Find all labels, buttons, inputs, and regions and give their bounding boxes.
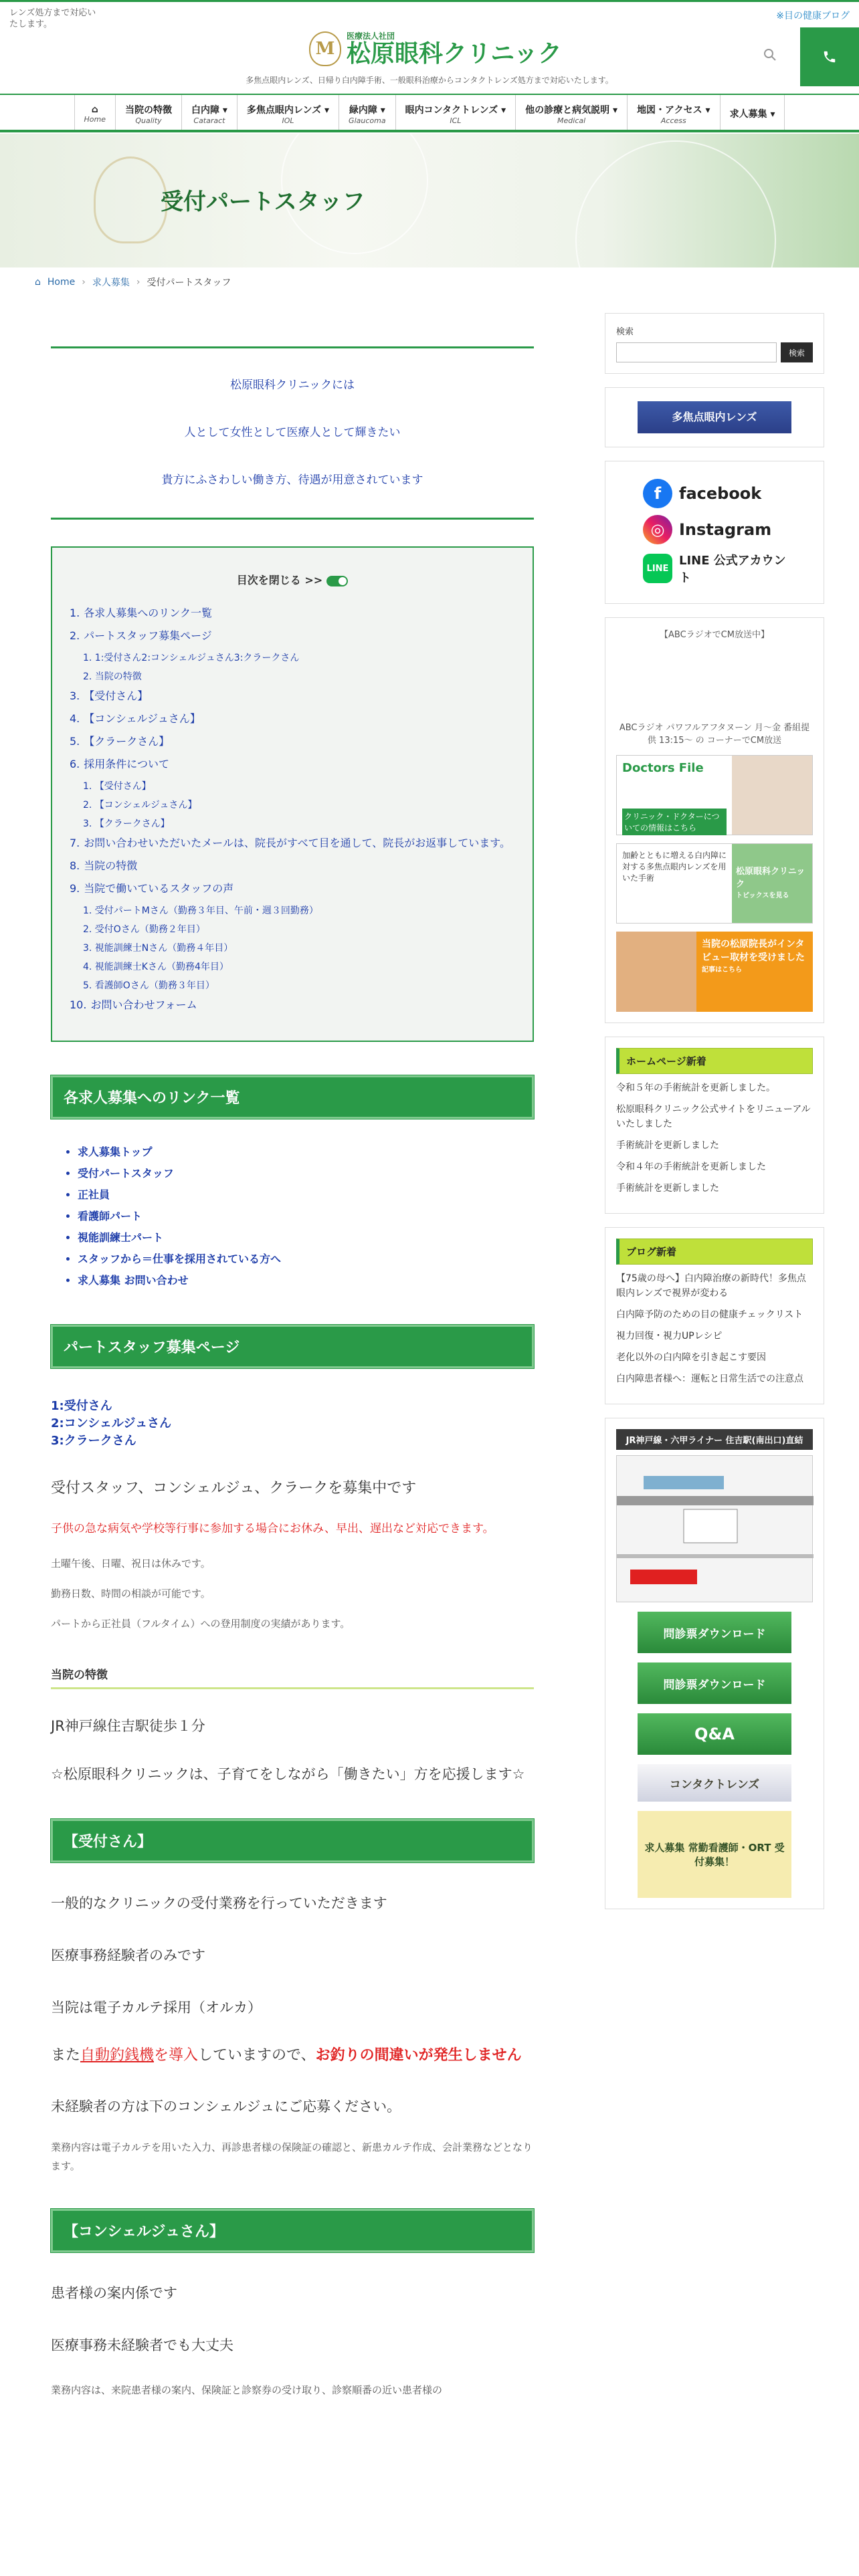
hero-ornament xyxy=(575,140,776,267)
table-of-contents xyxy=(51,546,534,1042)
toc-subitem[interactable]: 1. 1:受付さん2:コンシェルジュさん3:クラークさん xyxy=(83,653,300,663)
toc-toggle[interactable]: 目次を閉じる >> xyxy=(70,572,515,587)
body-text: 当院は電子カルテ採用（オルカ） xyxy=(51,2000,262,2016)
toc-item[interactable]: 8. 当院の特徴 xyxy=(70,859,138,872)
home-icon: ⌂ xyxy=(35,277,41,288)
list-item[interactable]: • スタッフから＝仕事を採用されている方へ xyxy=(78,1249,534,1270)
breadcrumb-parent[interactable]: 求人募集 xyxy=(92,278,130,288)
page-title: 受付パートスタッフ xyxy=(161,189,365,215)
home-icon: ⌂ xyxy=(91,104,98,115)
doctors-file-banner[interactable]: Doctors File クリニック・ドクターについての情報はこちら xyxy=(616,755,813,835)
subsection-heading: 当院の特徴 xyxy=(51,1665,534,1689)
toc-item[interactable]: 7. お問い合わせいただいたメールは、院長がすべて目を通して、院長がお返事しています。 xyxy=(70,837,511,849)
body-text: 勤務日数、時間の相談が可能です。 xyxy=(51,1588,211,1600)
section-heading: 【コンシェルジュさん】 xyxy=(51,2209,534,2252)
body-text: 土曜午後、日曜、祝日は休みです。 xyxy=(51,1558,211,1570)
radio-title: 【ABCラジオでCM放送中】 xyxy=(660,630,769,640)
nav-cataract[interactable] xyxy=(181,95,237,130)
toc-subitem[interactable]: 2. 【コンシェルジュさん】 xyxy=(83,800,197,811)
chevron-down-icon: ▾ xyxy=(770,109,775,120)
social-widget xyxy=(605,461,824,604)
page-hero xyxy=(0,134,859,267)
sidebar xyxy=(605,313,824,1923)
intro-line: 人として女性として医療人として輝きたい xyxy=(184,426,401,439)
toc-subitem[interactable]: 2. 受付Oさん（勤務２年目） xyxy=(83,924,205,935)
toc-item[interactable]: 10. お問い合わせフォーム xyxy=(70,998,197,1011)
chevron-down-icon: ▾ xyxy=(501,104,506,116)
doctors-file-topic-banner[interactable]: 加齢とともに増える白内障に対する多焦点眼内レンズを用いた手術 松原眼科クリニック トピックスを見る xyxy=(616,843,813,924)
doctor-photo xyxy=(732,756,812,835)
nav-home[interactable] xyxy=(74,95,115,130)
nav-label: 白内障 ▾ xyxy=(191,104,227,116)
news-item[interactable]: 令和５年の手術統計を更新しました。 xyxy=(616,1083,775,1093)
section-heading: 【受付さん】 xyxy=(51,1819,534,1862)
faq-button[interactable]: Q&A xyxy=(638,1713,791,1755)
breadcrumb-separator: › xyxy=(136,277,140,288)
nav-sublabel: Quality xyxy=(135,116,162,125)
breadcrumb xyxy=(35,276,231,289)
nav-sublabel: ICL xyxy=(450,116,462,125)
interview-photo xyxy=(616,932,696,1012)
highlight-note: 子供の急な病気や学校等行事に参加する場合にお休み、早出、遅出など対応できます。 xyxy=(51,1522,494,1535)
section-heading: 各求人募集へのリンク一覧 xyxy=(51,1075,534,1119)
search-label: 検索 xyxy=(616,327,634,337)
body-text: パートから正社員（フルタイム）への登用制度の実績があります。 xyxy=(51,1618,351,1630)
chevron-down-icon: ▾ xyxy=(705,104,710,116)
breadcrumb-current: 受付パートスタッフ xyxy=(147,278,231,288)
chevron-down-icon: ▾ xyxy=(324,104,330,116)
blog-heading: ブログ新着 xyxy=(616,1239,813,1265)
toc-subitem[interactable]: 3. 視能訓練士Nさん（勤務４年目） xyxy=(83,943,233,954)
line-link[interactable]: LINE LINE 公式アカウント xyxy=(616,551,813,586)
toc-subitem[interactable]: 4. 視能訓練士Kさん（勤務4年目） xyxy=(83,962,229,972)
nav-label: 地図・アクセス ▾ xyxy=(637,104,710,116)
instagram-icon: ◎ xyxy=(643,515,672,544)
recruit-links-list xyxy=(78,1142,534,1291)
role-list xyxy=(51,1398,534,1450)
news-item[interactable]: 手術統計を更新しました xyxy=(616,1183,719,1194)
nav-sublabel: Cataract xyxy=(193,116,225,125)
blog-item[interactable]: 白内障患者様へ：運転と日常生活での注意点 xyxy=(616,1374,803,1384)
nav-sublabel: Access xyxy=(660,116,686,125)
radio-body: ABCラジオ パワフルアフタヌーン 月〜金 番組提供 13:15〜 の コーナーでCM放送 xyxy=(619,723,810,746)
toc-item[interactable]: 1. 各求人募集へのリンク一覧 xyxy=(70,607,212,619)
body-text: 医療事務未経験者でも大丈夫 xyxy=(51,2337,233,2353)
intro-line: 貴方にふさわしい働き方、待遇が用意されています xyxy=(161,473,423,487)
nav-sublabel: IOL xyxy=(282,116,294,125)
inline-link[interactable]: 自動釣銭機 xyxy=(80,2047,155,2064)
search-input[interactable] xyxy=(616,342,777,362)
download-questionnaire-pdf-button[interactable]: 問診票ダウンロード xyxy=(638,1612,791,1653)
header-note: レンズ処方まで対応いたします。 xyxy=(9,8,96,29)
blog-widget xyxy=(605,1227,824,1404)
contact-lens-button[interactable]: コンタクトレンズ xyxy=(638,1764,791,1802)
chevron-down-icon: ▾ xyxy=(222,104,227,116)
nav-label: 緑内障 ▾ xyxy=(349,104,385,116)
toc-subitem[interactable]: 2. 当院の特徴 xyxy=(83,671,142,682)
toc-item[interactable]: 3. 【受付さん】 xyxy=(70,689,149,702)
search-button[interactable]: 検索 xyxy=(781,342,813,362)
news-item[interactable]: 手術統計を更新しました xyxy=(616,1140,719,1151)
toc-subitem[interactable]: 1. 【受付さん】 xyxy=(83,781,151,792)
logo-name: 松原眼科クリニック xyxy=(347,40,562,68)
blog-item[interactable]: 老化以外の白内障を引き起こす要因 xyxy=(616,1352,766,1363)
logo-subtitle: 医療法人社団 xyxy=(347,31,395,41)
news-item[interactable]: 令和４年の手術統計を更新しました xyxy=(616,1162,766,1172)
mynavi-banner[interactable]: 当院の松原院長がインタビュー取材を受けました 記事はこちら xyxy=(616,932,813,1012)
body-text: 未経験者の方は下のコンシェルジュにご応募ください。 xyxy=(51,2099,401,2115)
breadcrumb-home[interactable]: Home xyxy=(47,277,76,288)
role-item: 3:クラークさん xyxy=(51,1434,136,1448)
line-icon: LINE xyxy=(643,554,672,583)
download-questionnaire-word-button[interactable]: 問診票ダウンロード xyxy=(638,1662,791,1704)
body-text: 業務内容は電子カルテを用いた入力、再診患者様の保険証の確認と、新患カルテ作成、会計業務などとなります。 xyxy=(51,2141,533,2172)
list-item[interactable]: • 求人募集 お問い合わせ xyxy=(78,1270,534,1291)
blog-item[interactable]: 白内障予防のための目の健康チェックリスト xyxy=(616,1309,803,1320)
body-text: 患者様の案内係です xyxy=(51,2285,177,2301)
body-text: JR神戸線住吉駅徒歩１分 xyxy=(51,1718,205,1734)
phone-button[interactable] xyxy=(800,27,859,86)
blog-item[interactable]: 【75歳の母へ】白内障治療の新時代！多焦点眼内レンズで視界が変わる xyxy=(616,1273,806,1299)
breadcrumb-separator: › xyxy=(82,277,86,288)
logo-emblem-icon: M xyxy=(309,31,341,66)
toc-item[interactable]: 6. 採用条件について xyxy=(70,758,169,770)
access-map[interactable] xyxy=(616,1455,813,1602)
search-icon[interactable] xyxy=(763,47,777,62)
nav-label: 当院の特徴 xyxy=(125,104,172,116)
nav-medical[interactable] xyxy=(515,95,627,130)
map-title: JR神戸線・六甲ライナー 住吉駅(南出口)直結 xyxy=(616,1429,813,1450)
section-heading: パートスタッフ募集ページ xyxy=(51,1325,534,1368)
phone-icon xyxy=(822,49,837,64)
chevron-down-icon: ▾ xyxy=(380,104,385,116)
list-item[interactable]: • 求人募集トップ xyxy=(78,1142,534,1163)
toggle-switch-icon xyxy=(326,576,348,586)
nav-label: 求人募集 ▾ xyxy=(729,109,775,120)
toc-list xyxy=(70,606,515,1012)
toc-subitem[interactable]: 3. 【クラークさん】 xyxy=(83,819,170,829)
site-tagline: 多焦点眼内レンズ、日帰り白内障手術、一般眼科治療からコンタクトレンズ処方まで対応いたします。 xyxy=(246,76,613,85)
toc-item[interactable]: 9. 当院で働いているスタッフの声 xyxy=(70,882,234,895)
toc-subitem[interactable]: 5. 看護師Oさん（勤務３年目） xyxy=(83,980,215,991)
role-item: 1:受付さん xyxy=(51,1399,112,1413)
iol-banner[interactable]: 多焦点眼内レンズ xyxy=(638,401,791,433)
news-widget xyxy=(605,1037,824,1214)
list-item[interactable]: • 看護師パート xyxy=(78,1206,534,1227)
role-item: 2:コンシェルジュさん xyxy=(51,1416,172,1430)
recruit-banner[interactable]: 求人募集 常勤看護師・ORT 受付募集！ xyxy=(638,1811,791,1898)
search-widget xyxy=(605,313,824,374)
nav-sublabel: Glaucoma xyxy=(349,116,386,125)
intro-block xyxy=(51,346,534,520)
nav-glaucoma[interactable] xyxy=(339,95,395,130)
main-nav xyxy=(0,94,859,132)
toc-item[interactable]: 4. 【コンシェルジュさん】 xyxy=(70,712,201,725)
links-widget xyxy=(605,1418,824,1909)
body-text: ☆松原眼科クリニックは、子育てをしながら「働きたい」方を応援します☆ xyxy=(51,1766,525,1782)
facebook-link[interactable]: f facebook xyxy=(616,479,813,508)
news-heading: ホームページ新着 xyxy=(616,1048,813,1074)
site-logo[interactable] xyxy=(309,30,562,67)
blog-item[interactable]: 視力回復・視力UPレシピ xyxy=(616,1331,723,1341)
instagram-link[interactable]: ◎ Instagram xyxy=(616,515,813,544)
chevron-down-icon: ▾ xyxy=(613,104,618,116)
lead-text: 受付スタッフ、コンシェルジュ、クラークを募集中です xyxy=(51,1480,417,1497)
radio-widget xyxy=(605,617,824,1023)
toc-subitem[interactable]: 1. 受付パートMさん（勤務３年目、午前・週３回勤務） xyxy=(83,905,318,916)
nav-icl[interactable] xyxy=(395,95,516,130)
nav-label: 眼内コンタクトレンズ ▾ xyxy=(405,104,506,116)
list-item[interactable]: • 受付パートスタッフ xyxy=(78,1163,534,1184)
iol-banner-widget xyxy=(605,387,824,447)
body-text: 業務内容は、来院患者様の案内、保険証と診察券の受け取り、診察順番の近い患者様の xyxy=(51,2384,443,2396)
nav-label: 他の診療と病気説明 ▾ xyxy=(525,104,618,116)
nav-quality[interactable] xyxy=(115,95,181,130)
blog-link[interactable]: ※目の健康ブログ xyxy=(776,11,850,21)
body-text: また自動釣銭機を導入していますので、お釣りの間違いが発生しません xyxy=(51,2047,522,2064)
site-header xyxy=(0,2,859,89)
nav-access[interactable] xyxy=(627,95,720,130)
hero-wreath-icon xyxy=(94,156,167,243)
nav-iol[interactable] xyxy=(237,95,339,130)
nav-sublabel: Medical xyxy=(557,116,586,125)
facebook-icon: f xyxy=(643,479,672,508)
nav-recruit[interactable] xyxy=(720,95,785,130)
body-text: 医療事務経験者のみです xyxy=(51,1947,205,1963)
toc-item[interactable]: 2. パートスタッフ募集ページ xyxy=(70,629,212,642)
body-text: 一般的なクリニックの受付業務を行っていただきます xyxy=(51,1895,387,1911)
toc-item[interactable]: 5. 【クラークさん】 xyxy=(70,735,170,748)
nav-home-label: Home xyxy=(84,114,106,124)
news-item[interactable]: 松原眼科クリニック公式サイトをリニューアルいたしました xyxy=(616,1104,811,1130)
list-item[interactable]: • 視能訓練士パート xyxy=(78,1227,534,1249)
nav-label: 多焦点眼内レンズ ▾ xyxy=(246,104,330,116)
main-content xyxy=(51,313,534,2399)
intro-line: 松原眼科クリニックには xyxy=(230,379,355,392)
map-illustration-icon xyxy=(617,1456,814,1602)
list-item[interactable]: • 正社員 xyxy=(78,1184,534,1206)
